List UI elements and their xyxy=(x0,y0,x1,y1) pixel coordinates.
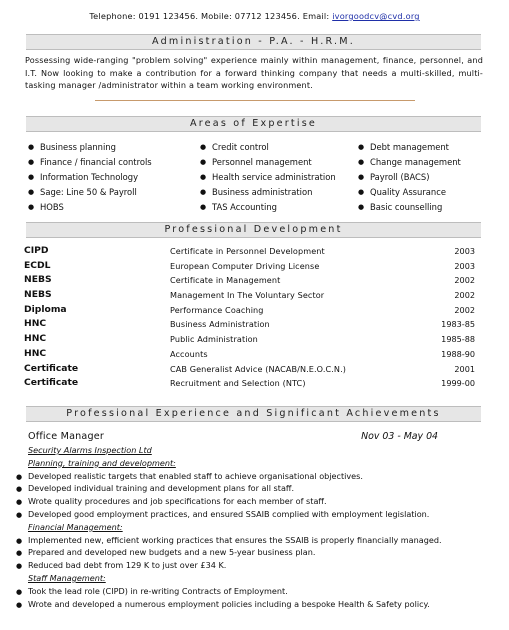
expertise-column-2 xyxy=(200,140,336,215)
bullet-icon: ● xyxy=(358,203,365,211)
expertise-item: ● Health service administration xyxy=(200,170,336,185)
expertise-item: ● Payroll (BACS) xyxy=(358,170,461,185)
bullet-icon: ● xyxy=(16,600,23,609)
expertise-item: ● HOBS xyxy=(28,200,152,215)
bullet-icon: ● xyxy=(28,158,35,166)
bullet-icon: ● xyxy=(358,173,365,181)
contact-text: Telephone: 0191 123456. Mobile: 07712 123456. Email: xyxy=(89,11,330,21)
bullet-icon: ● xyxy=(16,549,23,558)
development-row: NEBS Management In The Voluntary Sector 2002 xyxy=(24,289,475,301)
expertise-item: ● Business planning xyxy=(28,140,152,155)
profile-summary: Possessing wide-ranging "problem solving" experience mainly within management, finance, personnel, and I.T. Now looking to make a contribution for a forward thinking company that needs a multi-skilled, multi-tasking manager /administrator within a team working environment. xyxy=(25,55,483,91)
bullet-icon: ● xyxy=(200,158,207,166)
bullet-icon: ● xyxy=(200,188,207,196)
expertise-item: ● TAS Accounting xyxy=(200,200,336,215)
achievement-item: ● Developed good employment practices, and ensured SSAIB complied with employment legislation. xyxy=(16,508,482,521)
expertise-item: ● Business administration xyxy=(200,185,336,200)
bullet-icon: ● xyxy=(16,587,23,596)
development-table xyxy=(24,244,479,391)
development-row: NEBS Certificate in Management 2002 xyxy=(24,274,475,286)
achievement-item: ● Wrote and developed a numerous employment policies including a bespoke Health & Safety policy. xyxy=(16,598,482,611)
expertise-item: ● Quality Assurance xyxy=(358,185,461,200)
achievement-item: ● Developed individual training and development plans for all staff. xyxy=(16,482,482,495)
email-link[interactable]: ivorgoodcv@cvd.org xyxy=(332,11,420,21)
achievement-item: ● Took the lead role (CIPD) in re-writing Contracts of Employment. xyxy=(16,585,482,598)
expertise-item: ● Debt management xyxy=(358,140,461,155)
expertise-column-3 xyxy=(358,140,461,215)
achievement-item: ● Wrote quality procedures and job specifications for each member of staff. xyxy=(16,495,482,508)
job-title: Office Manager xyxy=(28,431,105,442)
expertise-item: ● Personnel management xyxy=(200,155,336,170)
bullet-icon: ● xyxy=(200,143,207,151)
divider xyxy=(95,100,415,101)
achievement-item: ● Implemented new, efficient working practices that ensures the SSAIB is properly financially managed. xyxy=(16,534,482,547)
development-row: Diploma Performance Coaching 2002 xyxy=(24,303,475,315)
expertise-item: ● Change management xyxy=(358,155,461,170)
expertise-item: ● Finance / financial controls xyxy=(28,155,152,170)
job-dates: Nov 03 - May 04 xyxy=(361,431,438,442)
development-heading: Professional Development xyxy=(26,222,481,238)
bullet-icon: ● xyxy=(16,562,23,571)
development-row: ECDL European Computer Driving License 2003 xyxy=(24,259,475,271)
development-row: HNC Accounts 1988-90 xyxy=(24,347,475,359)
expertise-item: ● Sage: Line 50 & Payroll xyxy=(28,185,152,200)
achievement-item: ● Developed realistic targets that enabled staff to achieve organisational objectives. xyxy=(16,470,482,483)
achievement-item: ● Reduced bad debt from 129 K to just over £34 K. xyxy=(16,559,482,572)
expertise-heading: Areas of Expertise xyxy=(26,116,481,132)
bullet-icon: ● xyxy=(28,203,35,211)
bullet-icon: ● xyxy=(200,173,207,181)
expertise-item: ● Credit control xyxy=(200,140,336,155)
bullet-icon: ● xyxy=(16,498,23,507)
expertise-item: ● Basic counselling xyxy=(358,200,461,215)
bullet-icon: ● xyxy=(28,173,35,181)
company-name: Security Alarms Inspection Ltd xyxy=(28,445,152,455)
development-row: Certificate CAB Generalist Advice (NACAB/N.E.O.C.N.) 2001 xyxy=(24,362,475,374)
planning-subheading: Planning, training and development: xyxy=(28,457,176,468)
contact-line xyxy=(0,11,509,21)
job-header xyxy=(16,429,482,444)
bullet-icon: ● xyxy=(200,203,207,211)
staff-subheading: Staff Management: xyxy=(28,572,106,583)
development-row: HNC Business Administration 1983-85 xyxy=(24,318,475,330)
expertise-item: ● Information Technology xyxy=(28,170,152,185)
bullet-icon: ● xyxy=(28,143,35,151)
bullet-icon: ● xyxy=(16,472,23,481)
bullet-icon: ● xyxy=(358,188,365,196)
title-banner: Administration - P.A. - H.R.M. xyxy=(26,34,481,50)
bullet-icon: ● xyxy=(358,143,365,151)
experience-section xyxy=(16,429,482,610)
bullet-icon: ● xyxy=(16,485,23,494)
development-row: CIPD Certificate in Personnel Development 2003 xyxy=(24,245,475,256)
bullet-icon: ● xyxy=(16,510,23,519)
experience-heading: Professional Experience and Significant Achievements xyxy=(26,406,481,422)
financial-subheading: Financial Management: xyxy=(28,521,123,532)
bullet-icon: ● xyxy=(358,158,365,166)
achievement-item: ● Prepared and developed new budgets and a new 5-year business plan. xyxy=(16,546,482,559)
bullet-icon: ● xyxy=(28,188,35,196)
development-row: Certificate Recruitment and Selection (NTC) 1999-00 xyxy=(24,377,475,389)
expertise-column-1 xyxy=(28,140,152,215)
bullet-icon: ● xyxy=(16,536,23,545)
development-row: HNC Public Administration 1985-88 xyxy=(24,333,475,345)
